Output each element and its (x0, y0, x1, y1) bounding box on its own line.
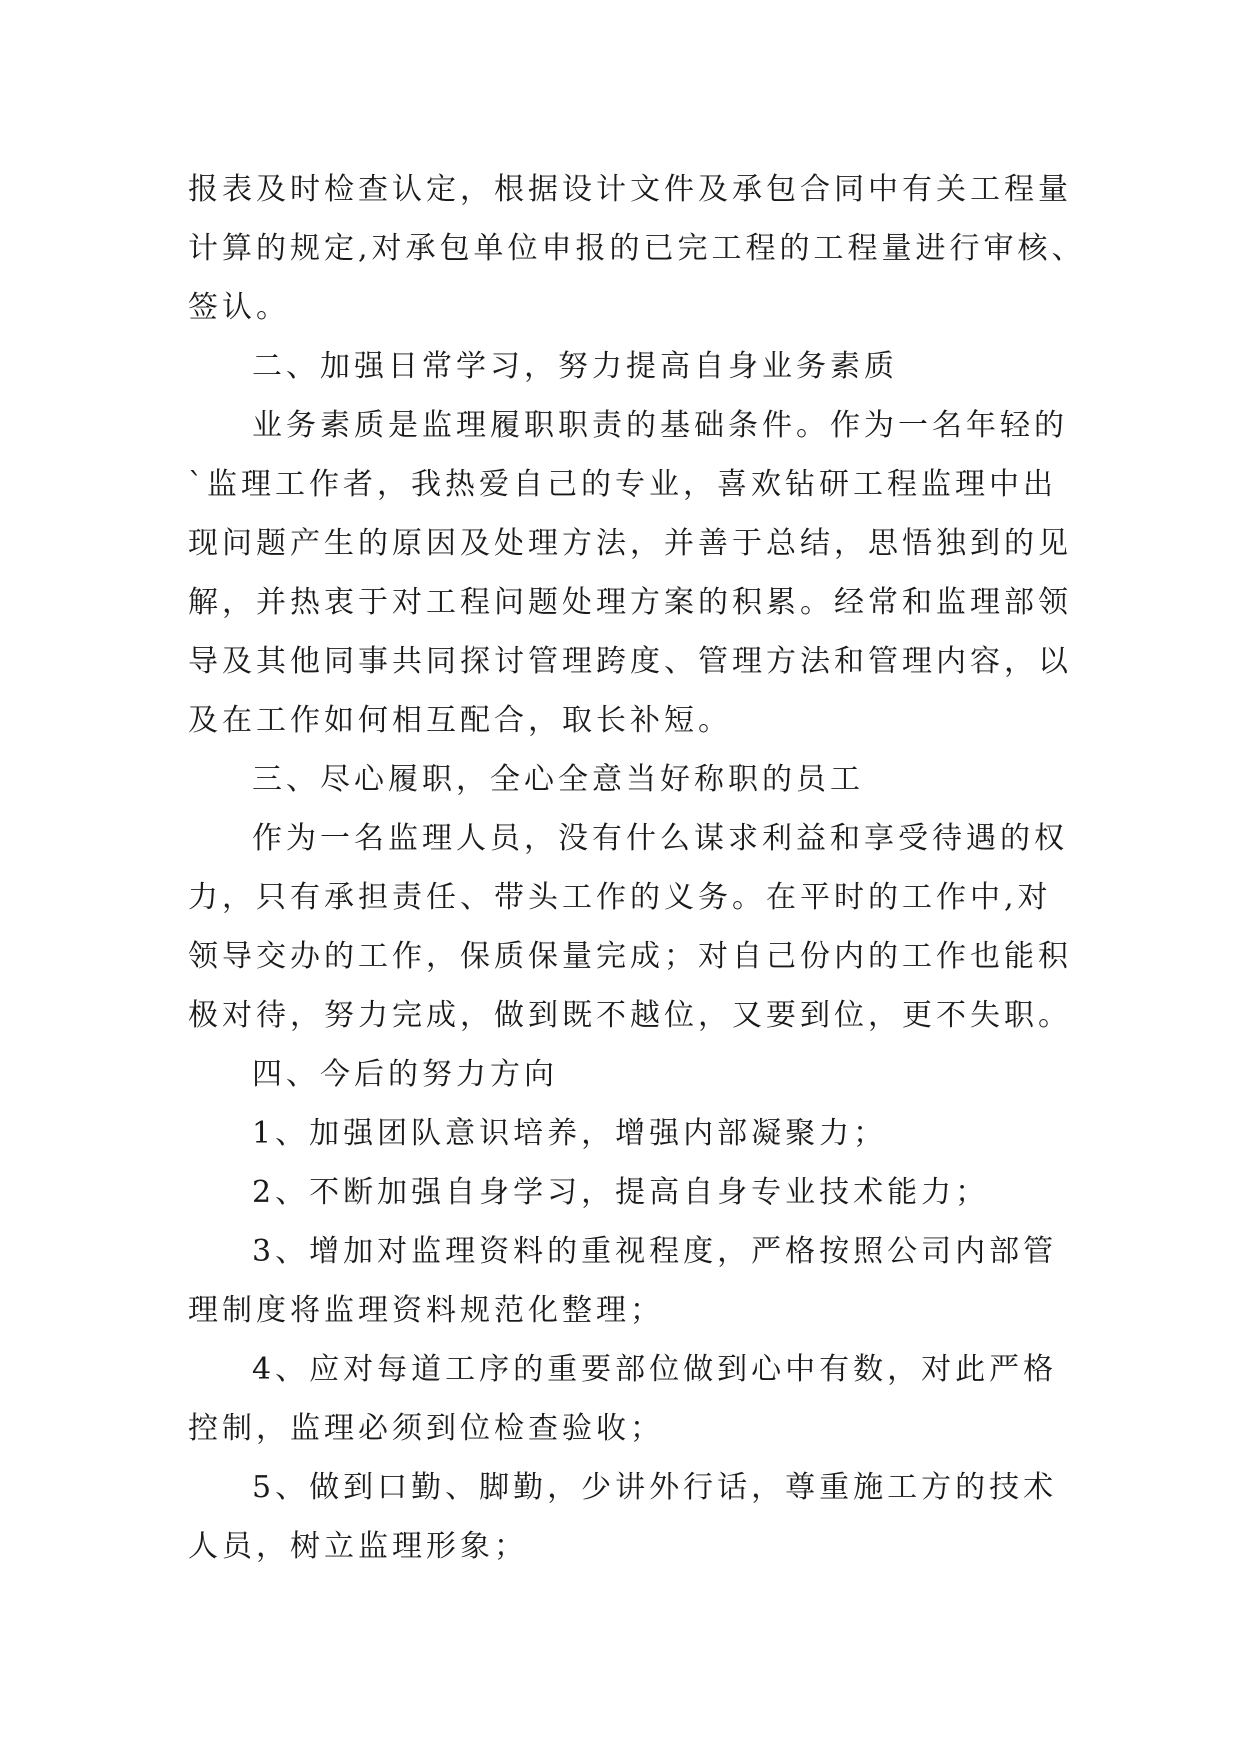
section-heading-3: 三、尽心履职，全心全意当好称职的员工 (252, 762, 864, 797)
text-line: 理制度将监理资料规范化整理； (188, 1293, 664, 1328)
list-item: 5、做到口勤、脚勤，少讲外行话，尊重施工方的技术 (252, 1470, 1058, 1505)
text-line: 及在工作如何相互配合，取长补短。 (188, 703, 732, 738)
text-line: 领导交办的工作，保质保量完成；对自己份内的工作也能积 (188, 939, 1072, 974)
text-line: 极对待，努力完成，做到既不越位，又要到位，更不失职。 (188, 998, 1072, 1033)
text-line: 导及其他同事共同探讨管理跨度、管理方法和管理内容，以 (188, 644, 1072, 679)
section-heading-4: 四、今后的努力方向 (252, 1057, 558, 1092)
text-line: 签认。 (188, 290, 290, 325)
list-item: 2、不断加强自身学习，提高自身专业技术能力； (252, 1175, 990, 1210)
list-item: 1、加强团队意识培养，增强内部凝聚力； (252, 1116, 888, 1151)
text-line: 控制，监理必须到位检查验收； (188, 1411, 664, 1446)
list-item: 4、应对每道工序的重要部位做到心中有数，对此严格 (252, 1352, 1058, 1387)
text-line: 现问题产生的原因及处理方法，并善于总结，思悟独到的见 (188, 526, 1072, 561)
list-item: 3、增加对监理资料的重视程度，严格按照公司内部管 (252, 1234, 1058, 1269)
text-line: 人员，树立监理形象； (188, 1529, 528, 1564)
text-line: 计算的规定,对承包单位申报的已完工程的工程量进行审核、 (188, 231, 1086, 266)
text-line: 业务素质是监理履职职责的基础条件。作为一名年轻的 (252, 408, 1068, 443)
text-line: 报表及时检查认定，根据设计文件及承包合同中有关工程量 (188, 172, 1072, 207)
section-heading-2: 二、加强日常学习，努力提高自身业务素质 (252, 349, 898, 384)
text-line: 解，并热衷于对工程问题处理方案的积累。经常和监理部领 (188, 585, 1072, 620)
text-line: 作为一名监理人员，没有什么谋求利益和享受待遇的权 (252, 821, 1068, 856)
text-line: 力，只有承担责任、带头工作的义务。在平时的工作中,对 (188, 880, 1052, 915)
text-line: `监理工作者，我热爱自己的专业，喜欢钻研工程监理中出 (188, 467, 1057, 502)
document-body (188, 160, 1088, 1576)
